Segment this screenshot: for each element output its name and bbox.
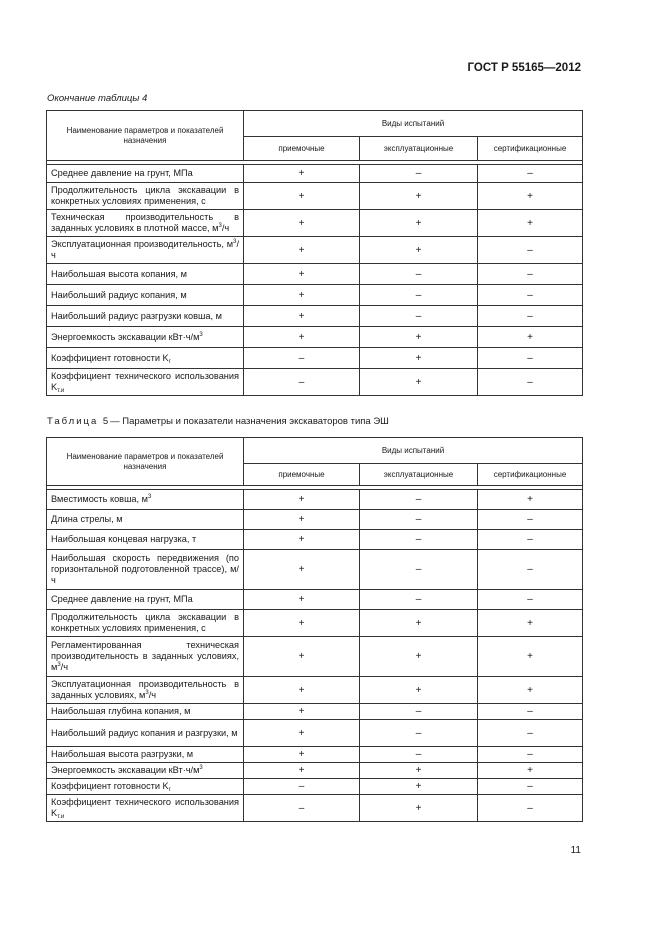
test-types-header: Виды испытаний	[244, 438, 583, 464]
value-certification: –	[478, 530, 583, 550]
value-operational: +	[360, 763, 478, 779]
value-certification: +	[478, 610, 583, 637]
value-acceptance: –	[244, 795, 360, 822]
param-column-header: Наименование параметров и показателей назначения	[47, 111, 244, 161]
table-row	[47, 327, 583, 348]
parameter-name: Продолжительность цикла экскавации в конкретных условиях применения, с	[47, 610, 244, 637]
table-row	[47, 264, 583, 285]
value-certification: +	[478, 677, 583, 704]
table-row	[47, 237, 583, 264]
value-acceptance: +	[244, 763, 360, 779]
value-acceptance: +	[244, 704, 360, 720]
value-acceptance: +	[244, 327, 360, 348]
value-acceptance: +	[244, 637, 360, 677]
value-operational: –	[360, 510, 478, 530]
parameter-name: Регламентированная техническая производительность в заданных условиях, $м^3/ч$	[47, 637, 244, 677]
value-operational: –	[360, 490, 478, 510]
column-header-operational: эксплуатационные	[360, 137, 478, 161]
column-header-operational: эксплуатационные	[360, 464, 478, 486]
value-operational: –	[360, 285, 478, 306]
value-certification: –	[478, 550, 583, 590]
table-row	[47, 183, 583, 210]
value-acceptance: +	[244, 510, 360, 530]
value-acceptance: +	[244, 590, 360, 610]
value-operational: +	[360, 637, 478, 677]
value-certification: –	[478, 165, 583, 183]
value-operational: +	[360, 183, 478, 210]
value-certification: –	[478, 747, 583, 763]
value-operational: –	[360, 720, 478, 747]
table-row	[47, 747, 583, 763]
table-row	[47, 530, 583, 550]
value-certification: –	[478, 369, 583, 396]
parameter-name: Энергоемкость экскавации $кВт\cdot ч/м^3$	[47, 327, 244, 348]
parameter-name: Длина стрелы, м	[47, 510, 244, 530]
value-certification: +	[478, 327, 583, 348]
table-row	[47, 550, 583, 590]
value-acceptance: +	[244, 677, 360, 704]
value-acceptance: +	[244, 550, 360, 590]
table5-caption-label: Таблица 5	[47, 416, 111, 427]
table-row	[47, 210, 583, 237]
column-header-certification: сертификационные	[478, 137, 583, 161]
value-acceptance: +	[244, 610, 360, 637]
table-row	[47, 610, 583, 637]
table-row	[47, 637, 583, 677]
parameter-name: Вместимость ковша, $м^3$	[47, 490, 244, 510]
value-certification: –	[478, 348, 583, 369]
table4-caption: Окончание таблицы 4	[47, 93, 148, 104]
value-acceptance: +	[244, 165, 360, 183]
value-operational: –	[360, 264, 478, 285]
table4-body	[47, 165, 583, 396]
table-row	[47, 510, 583, 530]
table-4	[46, 110, 583, 396]
value-acceptance: –	[244, 369, 360, 396]
param-column-header: Наименование параметров и показателей назначения	[47, 438, 244, 486]
value-acceptance: +	[244, 183, 360, 210]
table5-body	[47, 490, 583, 822]
value-certification: –	[478, 510, 583, 530]
test-types-header: Виды испытаний	[244, 111, 583, 137]
value-operational: –	[360, 165, 478, 183]
table-row	[47, 704, 583, 720]
value-operational: –	[360, 704, 478, 720]
value-operational: –	[360, 550, 478, 590]
value-operational: +	[360, 369, 478, 396]
parameter-name: Наибольший радиус копания и разгрузки, м	[47, 720, 244, 747]
parameter-name: Техническая производительность в заданных условиях в плотной массе, $м^3/ч$	[47, 210, 244, 237]
value-operational: +	[360, 327, 478, 348]
value-certification: –	[478, 795, 583, 822]
value-certification: –	[478, 720, 583, 747]
value-acceptance: +	[244, 210, 360, 237]
table-row	[47, 369, 583, 396]
table-row	[47, 763, 583, 779]
value-operational: –	[360, 306, 478, 327]
value-certification: +	[478, 210, 583, 237]
table-row	[47, 720, 583, 747]
value-acceptance: –	[244, 779, 360, 795]
parameter-name: Наибольший радиус копания, м	[47, 285, 244, 306]
table5-caption-text: — Параметры и показатели назначения экскаваторов типа ЭШ	[110, 416, 389, 427]
parameter-name: Эксплуатационная производительность в заданных условиях, $м^3/ч$	[47, 677, 244, 704]
value-acceptance: +	[244, 530, 360, 550]
table-row	[47, 348, 583, 369]
value-certification: +	[478, 183, 583, 210]
value-certification: –	[478, 779, 583, 795]
parameter-name: Наибольшая скорость передвижения (по горизонтальной подготовленной трассе), м/ч	[47, 550, 244, 590]
value-operational: +	[360, 677, 478, 704]
value-operational: –	[360, 590, 478, 610]
parameter-name: Среднее давление на грунт, МПа	[47, 165, 244, 183]
value-operational: +	[360, 348, 478, 369]
value-certification: –	[478, 704, 583, 720]
page-number: 11	[570, 845, 581, 856]
parameter-name: Коэффициент готовности $K_г$	[47, 779, 244, 795]
value-operational: +	[360, 210, 478, 237]
value-operational: +	[360, 237, 478, 264]
value-certification: +	[478, 637, 583, 677]
parameter-name: Продолжительность цикла экскавации в конкретных условиях применения, с	[47, 183, 244, 210]
value-certification: –	[478, 264, 583, 285]
value-acceptance: +	[244, 747, 360, 763]
value-certification: –	[478, 237, 583, 264]
column-header-acceptance: приемочные	[244, 137, 360, 161]
table-row	[47, 795, 583, 822]
table-row	[47, 677, 583, 704]
table-row	[47, 306, 583, 327]
parameter-name: Эксплуатационная производительность, $м^3/ч$	[47, 237, 244, 264]
parameter-name: Коэффициент готовности $K_г$	[47, 348, 244, 369]
table-row	[47, 590, 583, 610]
value-acceptance: +	[244, 264, 360, 285]
value-certification: –	[478, 285, 583, 306]
value-operational: –	[360, 747, 478, 763]
table-row	[47, 779, 583, 795]
parameter-name: Наибольшая концевая нагрузка, т	[47, 530, 244, 550]
parameter-name: Наибольшая высота разгрузки, м	[47, 747, 244, 763]
value-operational: +	[360, 610, 478, 637]
parameter-name: Наибольшая высота копания, м	[47, 264, 244, 285]
table-row	[47, 285, 583, 306]
value-acceptance: +	[244, 237, 360, 264]
value-acceptance: +	[244, 490, 360, 510]
value-certification: +	[478, 763, 583, 779]
table-row	[47, 165, 583, 183]
value-operational: –	[360, 530, 478, 550]
table-5	[46, 437, 583, 822]
table-row	[47, 490, 583, 510]
value-acceptance: +	[244, 720, 360, 747]
value-operational: +	[360, 779, 478, 795]
table5-caption	[47, 416, 389, 427]
parameter-name: Энергоемкость экскавации $кВт\cdot ч/м^3$	[47, 763, 244, 779]
value-certification: +	[478, 490, 583, 510]
value-certification: –	[478, 306, 583, 327]
value-acceptance: +	[244, 285, 360, 306]
column-header-acceptance: приемочные	[244, 464, 360, 486]
parameter-name: Наибольшая глубина копания, м	[47, 704, 244, 720]
value-certification: –	[478, 590, 583, 610]
standard-number: ГОСТ Р 55165—2012	[467, 62, 581, 74]
parameter-name: Наибольший радиус разгрузки ковша, м	[47, 306, 244, 327]
value-operational: +	[360, 795, 478, 822]
parameter-name: Среднее давление на грунт, МПа	[47, 590, 244, 610]
column-header-certification: сертификационные	[478, 464, 583, 486]
value-acceptance: +	[244, 306, 360, 327]
value-acceptance: –	[244, 348, 360, 369]
parameter-name: Коэффициент технического использования $K_{т.и}$	[47, 795, 244, 822]
parameter-name: Коэффициент технического использования $K_{т.и}$	[47, 369, 244, 396]
